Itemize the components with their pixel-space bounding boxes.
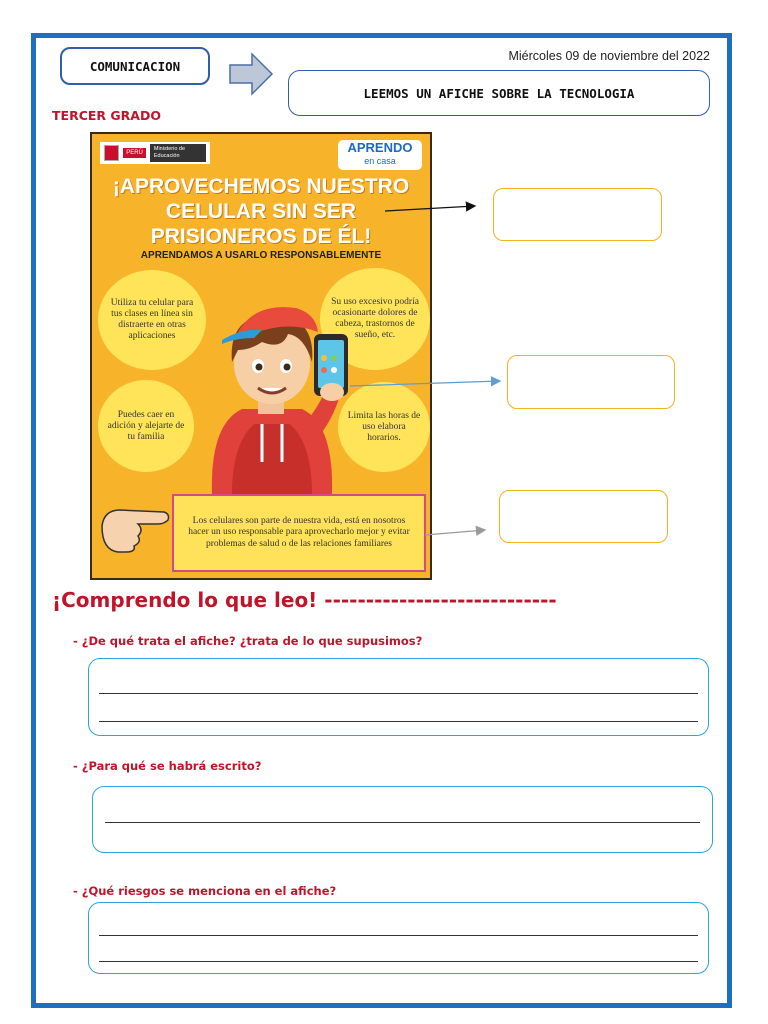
- response-box-2[interactable]: [92, 786, 713, 853]
- response-box-1[interactable]: [88, 658, 709, 736]
- answer-box-3[interactable]: [499, 490, 668, 543]
- writing-line: [105, 822, 700, 823]
- response-box-3[interactable]: [88, 902, 709, 974]
- writing-line: [99, 693, 698, 694]
- brand-line-1: APRENDO: [347, 140, 413, 155]
- poster-subheadline: APRENDAMOS A USARLO RESPONSABLEMENTE: [140, 250, 382, 261]
- question-3: - ¿Qué riesgos se menciona en el afiche?: [73, 884, 337, 898]
- answer-box-2[interactable]: [507, 355, 675, 409]
- arrow-to-box-3: [425, 530, 485, 535]
- brand-line-2: en casa: [364, 156, 396, 166]
- ministry-tag: PERÚ: [123, 148, 146, 158]
- bubble-tip-2: Su uso excesivo podría ocasionarte dolores de cabeza, trastornos de sueño, etc.: [320, 268, 430, 370]
- poster-headline: ¡APROVECHEMOS NUESTRO CELULAR SIN SER PRISIONEROS DE ÉL!: [112, 175, 410, 248]
- bubble-tip-3: Puedes caer en adición y alejarte de tu familia: [98, 380, 194, 472]
- ministry-name: Ministerio de Educación: [150, 144, 206, 162]
- section-heading: ¡Comprendo lo que leo! ----------------------------: [52, 588, 557, 612]
- date-text: Miércoles 09 de noviembre del 2022: [508, 49, 710, 63]
- grade-label: TERCER GRADO: [52, 108, 161, 123]
- question-1: - ¿De qué trata el afiche? ¿trata de lo que supusimos?: [73, 634, 423, 648]
- writing-line: [99, 721, 698, 722]
- arrow-to-box-2: [350, 381, 500, 386]
- bubble-tip-1: Utiliza tu celular para tus clases en línea sin distraerte en otras aplicaciones: [98, 270, 206, 370]
- bubble-tip-4: Limita las horas de uso elabora horarios.: [338, 382, 430, 472]
- question-2: - ¿Para qué se habrá escrito?: [73, 759, 262, 773]
- lesson-title: LEEMOS UN AFICHE SOBRE LA TECNOLOGIA: [288, 70, 710, 116]
- answer-box-1[interactable]: [493, 188, 662, 241]
- arrow-to-box-1: [385, 206, 475, 211]
- writing-line: [99, 935, 698, 936]
- writing-line: [99, 961, 698, 962]
- subject-label: COMUNICACION: [60, 47, 210, 85]
- poster-closing-note: Los celulares son parte de nuestra vida, está en nosotros hacer un uso responsable para aprovecharlo mejor y evitar problemas de salud o de las relaciones familiares: [172, 494, 426, 572]
